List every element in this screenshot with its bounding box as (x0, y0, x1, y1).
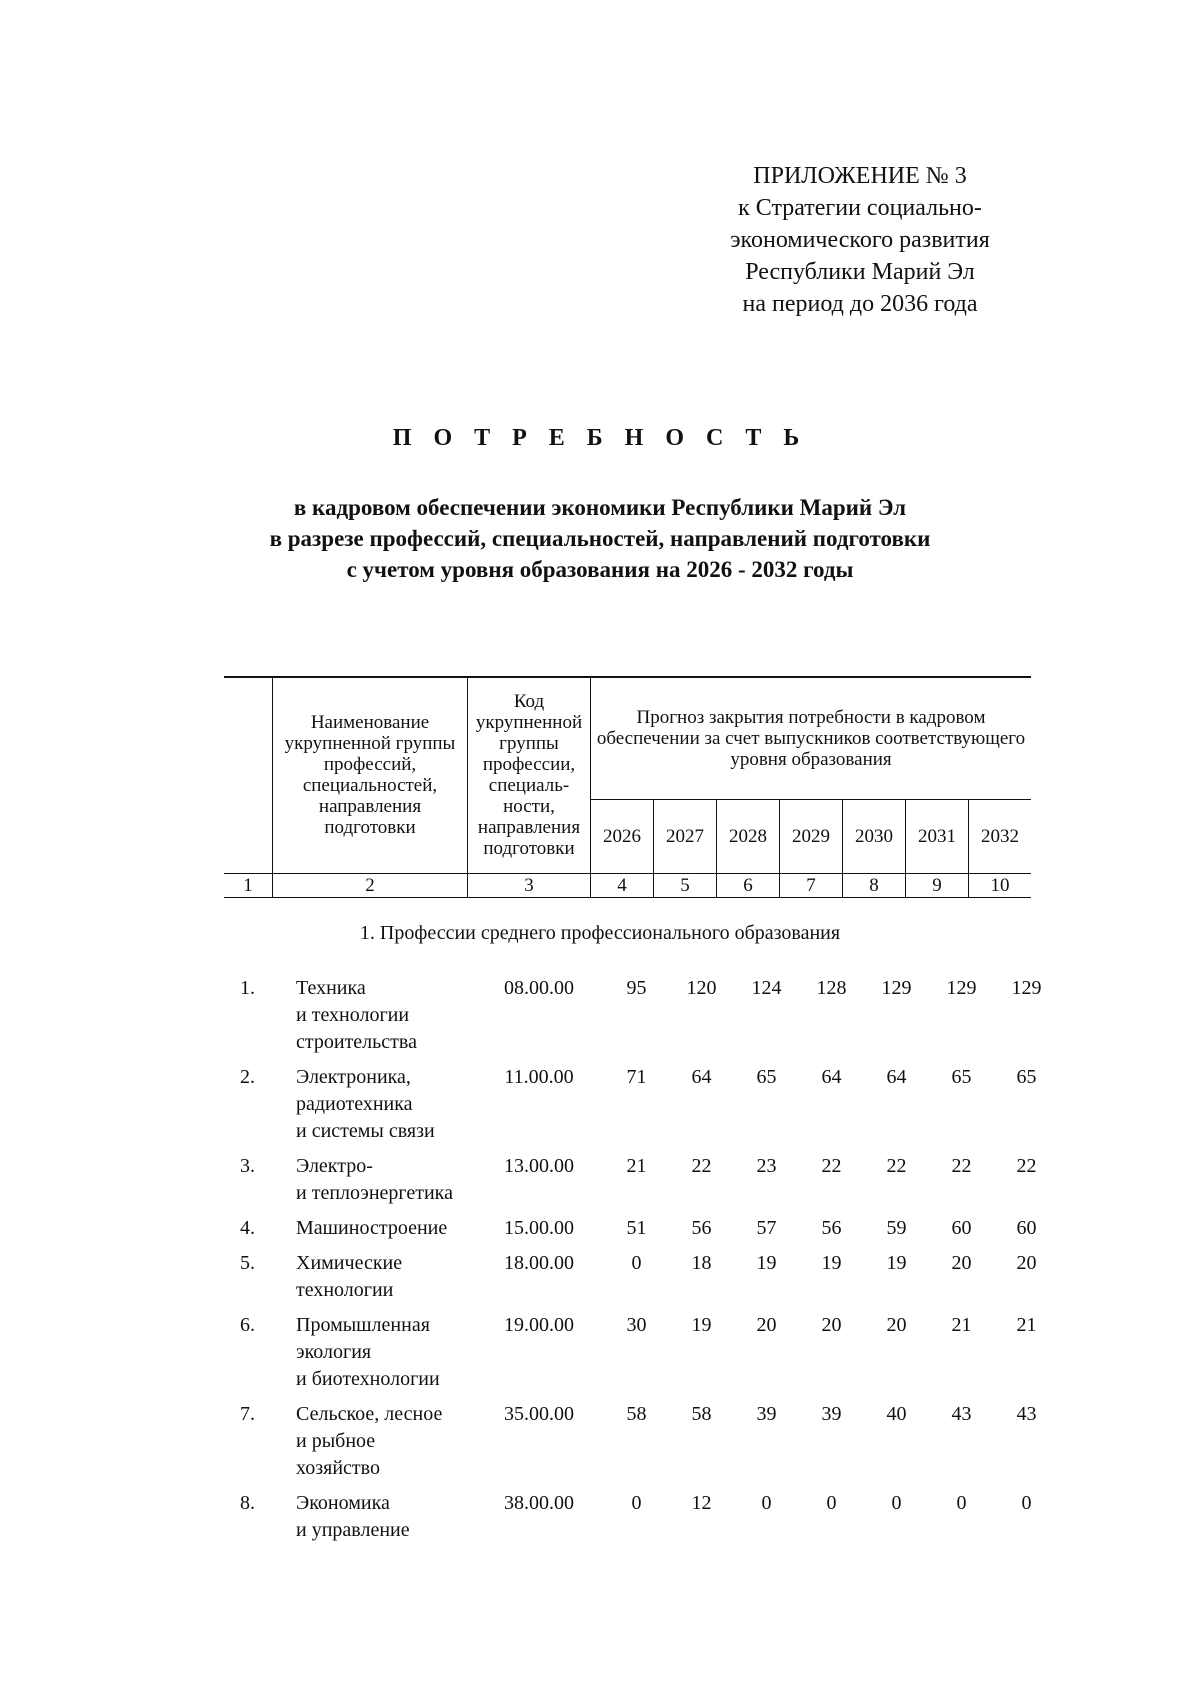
row-value: 43 (1016, 1403, 1037, 1425)
row-value: 59 (886, 1217, 907, 1239)
row-value: 20 (1016, 1252, 1037, 1274)
row-value: 23 (756, 1155, 777, 1177)
row-value: 56 (821, 1217, 842, 1239)
document-title: П О Т Р Е Б Н О С Т Ь (392, 425, 808, 451)
subtitle-line: в кадровом обеспечении экономики Республики Марий Эл (293, 495, 907, 520)
row-value: 124 (751, 977, 782, 999)
row-number: 3. (240, 1155, 255, 1177)
header-forecast: Прогноз закрытия потребности в кадровом обеспечении за счет выпускников соответствующего уровня образования (591, 677, 1032, 799)
row-value: 22 (951, 1155, 972, 1177)
row-value: 65 (1016, 1066, 1037, 1088)
row-value: 129 (1011, 977, 1042, 999)
row-name-line: технологии (296, 1279, 394, 1301)
row-value: 129 (946, 977, 977, 999)
row-name (284, 1312, 474, 1393)
row-name-line: Экономика (296, 1492, 390, 1514)
row-value: 0 (956, 1492, 967, 1514)
row-value: 18 (691, 1252, 712, 1274)
row-name-line: Химические (296, 1252, 403, 1274)
header-year: 2028 (717, 799, 780, 873)
row-name-line: и биотехнологии (296, 1368, 440, 1390)
table-header (224, 676, 1031, 898)
row-value: 39 (756, 1403, 777, 1425)
appendix-line: экономического развития (730, 227, 990, 253)
table-row (224, 1153, 1059, 1207)
row-value: 51 (626, 1217, 647, 1239)
row-number: 1. (240, 977, 255, 999)
row-value: 22 (1016, 1155, 1037, 1177)
row-number: 2. (240, 1066, 255, 1088)
row-value: 60 (951, 1217, 972, 1239)
appendix-line: ПРИЛОЖЕНИЕ № 3 (753, 163, 967, 189)
row-name-line: и системы связи (296, 1120, 435, 1142)
row-value: 30 (626, 1314, 647, 1336)
header-year: 2031 (906, 799, 969, 873)
row-value: 64 (691, 1066, 712, 1088)
row-value: 95 (626, 977, 647, 999)
row-name-line: Электро- (296, 1155, 373, 1177)
row-name-line: и рыбное (296, 1430, 376, 1452)
row-name (284, 1490, 474, 1544)
row-name (284, 1215, 474, 1242)
row-name-line: экология (296, 1341, 372, 1363)
table-body (224, 975, 1059, 1552)
row-value: 0 (761, 1492, 772, 1514)
row-name-line: Техника (296, 977, 366, 999)
row-value: 20 (756, 1314, 777, 1336)
row-value: 65 (951, 1066, 972, 1088)
table-row (224, 1312, 1059, 1393)
row-name-line: и управление (296, 1519, 410, 1541)
header-year: 2029 (780, 799, 843, 873)
column-number: 1 (224, 873, 273, 897)
row-value: 65 (756, 1066, 777, 1088)
row-value: 128 (816, 977, 847, 999)
row-code: 18.00.00 (504, 1252, 574, 1274)
row-number: 7. (240, 1403, 255, 1425)
column-number: 5 (654, 873, 717, 897)
row-code: 19.00.00 (504, 1314, 574, 1336)
row-name-line: Машиностроение (296, 1217, 448, 1239)
table-row (224, 1250, 1059, 1304)
row-value: 22 (886, 1155, 907, 1177)
row-name (284, 1153, 474, 1207)
table-row (224, 1490, 1059, 1544)
header-year: 2026 (591, 799, 654, 873)
header-name: Наименование укрупненной группы профессий, специальностей, направления подготовки (273, 677, 468, 873)
subtitle-line: в разрезе профессий, специальностей, направлений подготовки (269, 526, 931, 551)
row-value: 21 (951, 1314, 972, 1336)
header-year: 2032 (969, 799, 1032, 873)
row-name-line: и теплоэнергетика (296, 1182, 453, 1204)
column-number: 9 (906, 873, 969, 897)
row-value: 43 (951, 1403, 972, 1425)
header-year: 2027 (654, 799, 717, 873)
row-value: 0 (826, 1492, 837, 1514)
column-number: 4 (591, 873, 654, 897)
row-name-line: радиотехника (296, 1093, 413, 1115)
row-value: 120 (686, 977, 717, 999)
document-subtitle (0, 492, 1200, 585)
header-year: 2030 (843, 799, 906, 873)
row-number: 5. (240, 1252, 255, 1274)
table-row (224, 1215, 1059, 1242)
row-value: 129 (881, 977, 912, 999)
table-row (224, 1401, 1059, 1482)
subtitle-line: с учетом уровня образования на 2026 - 2032 годы (346, 557, 854, 582)
row-value: 19 (756, 1252, 777, 1274)
header-code: Код укрупненной группы профессии, специаль- ности, направления подготовки (468, 677, 591, 873)
row-name (284, 1064, 474, 1145)
row-value: 64 (886, 1066, 907, 1088)
row-code: 35.00.00 (504, 1403, 574, 1425)
row-value: 60 (1016, 1217, 1037, 1239)
row-value: 19 (821, 1252, 842, 1274)
row-value: 0 (631, 1492, 642, 1514)
row-number: 4. (240, 1217, 255, 1239)
row-value: 0 (1021, 1492, 1032, 1514)
row-name-line: Электроника, (296, 1066, 411, 1088)
row-value: 39 (821, 1403, 842, 1425)
row-name (284, 1250, 474, 1304)
row-value: 21 (626, 1155, 647, 1177)
row-name (284, 975, 474, 1056)
row-name-line: Сельское, лесное (296, 1403, 443, 1425)
column-number: 2 (273, 873, 468, 897)
appendix-header (700, 160, 1020, 320)
row-name-line: и технологии (296, 1004, 410, 1026)
row-code: 15.00.00 (504, 1217, 574, 1239)
row-code: 38.00.00 (504, 1492, 574, 1514)
row-value: 57 (756, 1217, 777, 1239)
row-number: 8. (240, 1492, 255, 1514)
row-code: 13.00.00 (504, 1155, 574, 1177)
row-value: 22 (821, 1155, 842, 1177)
row-value: 58 (691, 1403, 712, 1425)
row-value: 0 (891, 1492, 902, 1514)
row-value: 22 (691, 1155, 712, 1177)
row-value: 21 (1016, 1314, 1037, 1336)
row-value: 19 (691, 1314, 712, 1336)
row-value: 20 (951, 1252, 972, 1274)
row-value: 71 (626, 1066, 647, 1088)
row-value: 56 (691, 1217, 712, 1239)
column-number: 3 (468, 873, 591, 897)
section-title: 1. Профессии среднего профессионального образования (359, 922, 841, 944)
row-value: 20 (886, 1314, 907, 1336)
row-value: 19 (886, 1252, 907, 1274)
row-value: 40 (886, 1403, 907, 1425)
row-name-line: хозяйство (296, 1457, 380, 1479)
row-code: 11.00.00 (504, 1066, 574, 1088)
row-value: 20 (821, 1314, 842, 1336)
row-name-line: строительства (296, 1031, 417, 1053)
row-value: 64 (821, 1066, 842, 1088)
row-name-line: Промышленная (296, 1314, 430, 1336)
column-number: 7 (780, 873, 843, 897)
appendix-line: Республики Марий Эл (745, 259, 975, 285)
row-value: 0 (631, 1252, 642, 1274)
row-code: 08.00.00 (504, 977, 574, 999)
row-value: 58 (626, 1403, 647, 1425)
row-value: 12 (691, 1492, 712, 1514)
table-row (224, 975, 1059, 1056)
column-number: 10 (969, 873, 1032, 897)
row-name (284, 1401, 474, 1482)
appendix-line: на период до 2036 года (742, 291, 978, 317)
row-number: 6. (240, 1314, 255, 1336)
table-row (224, 1064, 1059, 1145)
column-number: 8 (843, 873, 906, 897)
header-num (224, 677, 273, 873)
appendix-line: к Стратегии социально- (738, 195, 982, 221)
column-number: 6 (717, 873, 780, 897)
